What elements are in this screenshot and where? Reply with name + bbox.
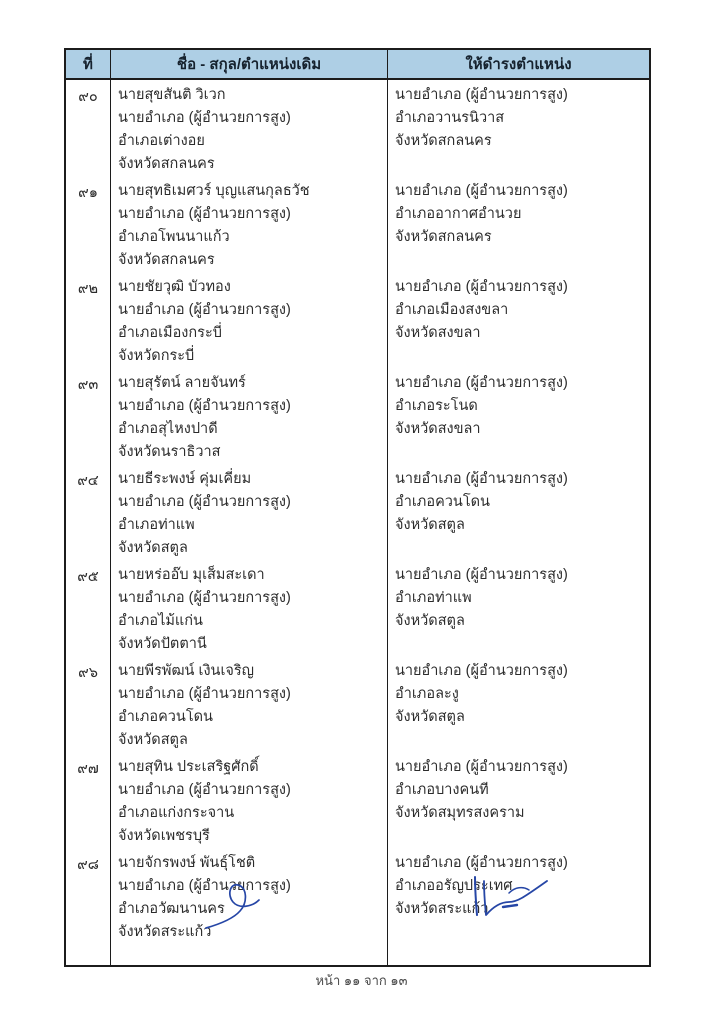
cell-text-line: อำเภอเมืองกระบี่: [118, 325, 222, 341]
cell-text-line: อำเภอละงู: [395, 686, 459, 702]
table-row: [66, 176, 649, 272]
row-number: ๙๑: [66, 176, 111, 272]
cell-text-line: นายอำเภอ (ผู้อำนวยการสูง): [395, 855, 568, 871]
cell-text-line: จังหวัดสตูล: [395, 517, 465, 533]
cell-text-line: จังหวัดสตูล: [118, 540, 188, 556]
cell-text-line: นายชัยวุฒิ บัวทอง: [118, 279, 231, 295]
cell-text-line: จังหวัดสมุทรสงคราม: [395, 805, 525, 821]
cell-text-line: นายอำเภอ (ผู้อำนวยการสูง): [395, 279, 568, 295]
row-number: ๙๒: [66, 272, 111, 368]
name-former-position-cell: [111, 752, 388, 848]
cell-text-line: นายอำเภอ (ผู้อำนวยการสูง): [395, 183, 568, 199]
table-row: [66, 560, 649, 656]
cell-text-line: นายพีรพัฒน์ เงินเจริญ: [118, 663, 255, 679]
cell-text-line: นายอำเภอ (ผู้อำนวยการสูง): [118, 590, 291, 606]
cell-text-line: นายสุทิน ประเสริฐศักดิ์: [118, 759, 259, 775]
row-number: ๙๐: [66, 80, 111, 176]
row-number: ๙๖: [66, 656, 111, 752]
cell-text-line: อำเภอท่าแพ: [395, 590, 472, 606]
row-number: ๙๔: [66, 464, 111, 560]
cell-text-line: จังหวัดสระแก้ว: [395, 901, 489, 917]
cell-text-line: จังหวัดเพชรบุรี: [118, 828, 210, 844]
cell-text-line: จังหวัดสตูล: [118, 732, 188, 748]
header-new-position-column: ให้ดำรงตำแหน่ง: [465, 56, 572, 73]
new-position-cell: [388, 368, 649, 464]
cell-text-line: นายอำเภอ (ผู้อำนวยการสูง): [118, 686, 291, 702]
name-former-position-cell: [111, 848, 388, 965]
cell-text-line: นายอำเภอ (ผู้อำนวยการสูง): [395, 375, 568, 391]
table-row: [66, 272, 649, 368]
row-number: ๙๕: [66, 560, 111, 656]
table-body: [66, 80, 649, 965]
cell-text-line: อำเภอควนโดน: [395, 494, 490, 510]
cell-text-line: นายอำเภอ (ผู้อำนวยการสูง): [395, 87, 568, 103]
cell-text-line: นายอำเภอ (ผู้อำนวยการสูง): [118, 302, 291, 318]
new-position-cell: [388, 176, 649, 272]
cell-text-line: นายธีระพงษ์ คุ่มเคี่ยม: [118, 471, 252, 487]
name-former-position-cell: [111, 176, 388, 272]
new-position-cell: [388, 272, 649, 368]
cell-text-line: จังหวัดนราธิวาส: [118, 444, 221, 460]
cell-text-line: อำเภอวานรนิวาส: [395, 110, 505, 126]
cell-text-line: จังหวัดสตูล: [395, 613, 465, 629]
cell-text-line: นายอำเภอ (ผู้อำนวยการสูง): [118, 782, 291, 798]
row-number: ๙๓: [66, 368, 111, 464]
table-header-row: [66, 50, 649, 80]
table-row: [66, 368, 649, 464]
name-former-position-cell: [111, 464, 388, 560]
row-number: ๙๘: [66, 848, 111, 965]
header-number-column: ที่: [66, 50, 111, 78]
new-position-cell: [388, 464, 649, 560]
cell-text-line: จังหวัดกระบี่: [118, 348, 195, 364]
cell-text-line: นายอำเภอ (ผู้อำนวยการสูง): [118, 494, 291, 510]
cell-text-line: อำเภอบางคนที: [395, 782, 489, 798]
cell-text-line: นายอำเภอ (ผู้อำนวยการสูง): [395, 759, 568, 775]
table-row: [66, 848, 649, 965]
cell-text-line: จังหวัดสกลนคร: [395, 229, 492, 245]
new-position-cell: [388, 80, 649, 176]
cell-text-line: อำเภออรัญประเทศ: [395, 878, 513, 894]
table-row: [66, 464, 649, 560]
cell-text-line: อำเภอแก่งกระจาน: [118, 805, 235, 821]
cell-text-line: อำเภอระโนด: [395, 398, 478, 414]
new-position-cell: [388, 656, 649, 752]
cell-text-line: นายอำเภอ (ผู้อำนวยการสูง): [395, 663, 568, 679]
name-former-position-cell: [111, 368, 388, 464]
cell-text-line: อำเภอโพนนาแก้ว: [118, 229, 230, 245]
page-number-footer: หน้า ๑๑ จาก ๑๓: [315, 973, 408, 988]
cell-text-line: จังหวัดปัตตานี: [118, 636, 207, 652]
cell-text-line: นายสุทธิเมศวร์ บุญแสนกุลธวัช: [118, 183, 310, 199]
table-row: [66, 80, 649, 176]
cell-text-line: อำเภอสุไหงปาดี: [118, 421, 218, 437]
cell-text-line: อำเภอเมืองสงขลา: [395, 302, 509, 318]
cell-text-line: นายอำเภอ (ผู้อำนวยการสูง): [395, 567, 568, 583]
cell-text-line: นายหร่ออ๊บ มุเส็มสะเดา: [118, 567, 265, 583]
cell-text-line: จังหวัดสกลนคร: [118, 156, 215, 172]
appointments-table: [64, 48, 651, 967]
cell-text-line: จังหวัดสงขลา: [395, 325, 481, 341]
name-former-position-cell: [111, 656, 388, 752]
cell-text-line: นายสุขสันติ วิเวก: [118, 87, 226, 103]
cell-text-line: อำเภอท่าแพ: [118, 517, 195, 533]
cell-text-line: นายอำเภอ (ผู้อำนวยการสูง): [118, 398, 291, 414]
cell-text-line: จังหวัดสตูล: [395, 709, 465, 725]
cell-text-line: อำเภอวัฒนานคร: [118, 901, 225, 917]
row-number: ๙๗: [66, 752, 111, 848]
cell-text-line: นายสุรัตน์ ลายจันทร์: [118, 375, 246, 391]
header-name-former-position-column: ชื่อ - สกุล/ตำแหน่งเดิม: [111, 50, 388, 78]
cell-text-line: อำเภอไม้แก่น: [118, 613, 203, 629]
name-former-position-cell: [111, 272, 388, 368]
table-row: [66, 752, 649, 848]
cell-text-line: นายอำเภอ (ผู้อำนวยการสูง): [395, 471, 568, 487]
cell-text-line: นายอำเภอ (ผู้อำนวยการสูง): [118, 878, 291, 894]
cell-text-line: อำเภออากาศอำนวย: [395, 206, 522, 222]
new-position-cell: [388, 560, 649, 656]
cell-text-line: นายจักรพงษ์ พันธุ์โชติ: [118, 855, 256, 871]
cell-text-line: อำเภอควนโดน: [118, 709, 213, 725]
name-former-position-cell: [111, 560, 388, 656]
cell-text-line: จังหวัดสงขลา: [395, 421, 481, 437]
table-row: [66, 656, 649, 752]
name-former-position-cell: [111, 80, 388, 176]
cell-text-line: จังหวัดสกลนคร: [395, 133, 492, 149]
new-position-cell: [388, 848, 649, 965]
cell-text-line: อำเภอเต่างอย: [118, 133, 205, 149]
new-position-cell: [388, 752, 649, 848]
cell-text-line: นายอำเภอ (ผู้อำนวยการสูง): [118, 110, 291, 126]
cell-text-line: นายอำเภอ (ผู้อำนวยการสูง): [118, 206, 291, 222]
cell-text-line: จังหวัดสกลนคร: [118, 252, 215, 268]
cell-text-line: จังหวัดสระแก้ว: [118, 924, 212, 940]
